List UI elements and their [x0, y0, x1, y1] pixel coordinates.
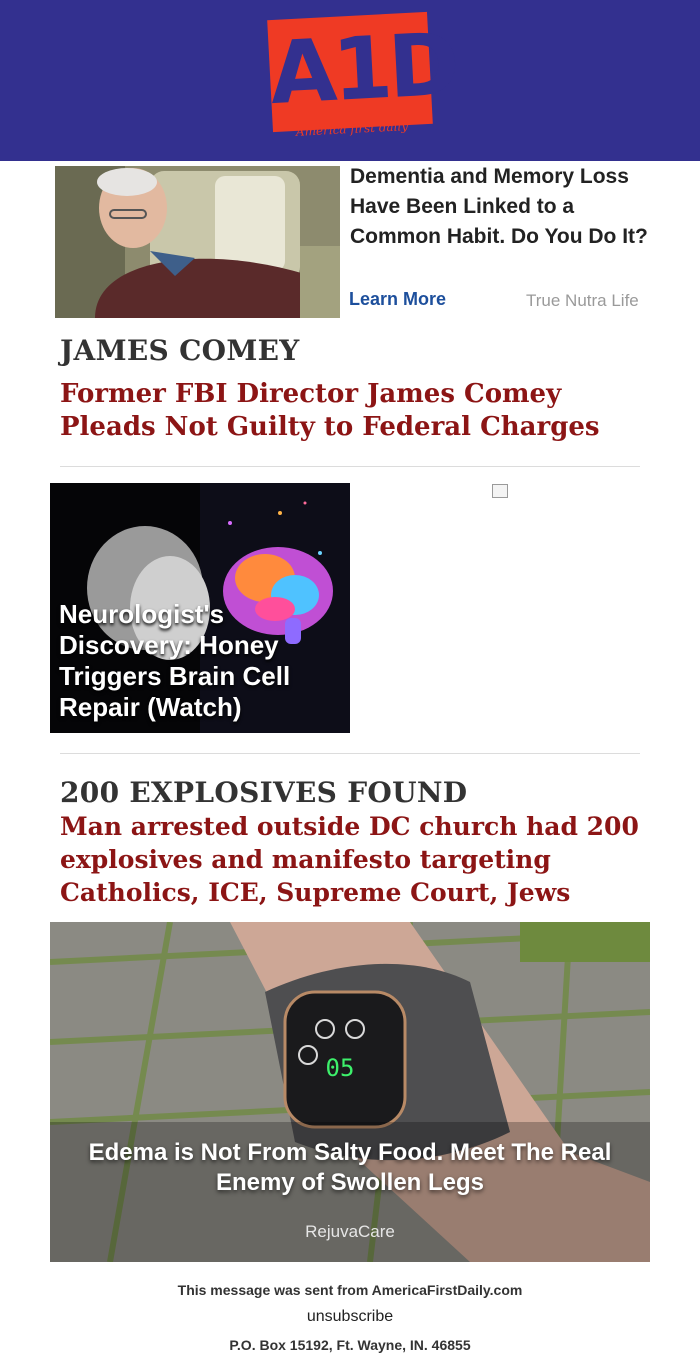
- elderly-man-sleeping-illustration: [55, 166, 340, 318]
- ad-bottom-title: Edema is Not From Salty Food. Meet The Real Enemy of Swollen Legs: [88, 1139, 612, 1196]
- ad-middle-title: Neurologist's Discovery: Honey Triggers Brain Cell Repair (Watch): [59, 599, 291, 722]
- article-headline-link[interactable]: Man arrested outside DC church had 200 explosives and manifesto targeting Catholics, ICE, Supreme Court, Jews: [60, 812, 639, 907]
- article-kicker: JAMES COMEY: [60, 334, 300, 367]
- ankle-device-illustration: [50, 922, 650, 1262]
- ad-top-title[interactable]: Dementia and Memory Loss Have Been Linked to a Common Habit. Do You Do It?: [350, 165, 648, 248]
- logo-tagline: America first daily: [295, 119, 409, 139]
- unsubscribe-link[interactable]: unsubscribe: [306, 1308, 394, 1325]
- email-header: [0, 0, 700, 161]
- ad-middle-card[interactable]: [50, 483, 350, 733]
- device-display-readout: 05: [325, 1054, 355, 1082]
- footer-sent-from: This message was sent from AmericaFirstDaily.com: [177, 1282, 523, 1298]
- logo-letters: A1D: [267, 14, 459, 125]
- article-kicker: 200 EXPLOSIVES FOUND: [60, 776, 468, 809]
- ad-bottom-card[interactable]: [50, 922, 650, 1262]
- article-headline-link[interactable]: Former FBI Director James Comey Pleads Not Guilty to Federal Charges: [60, 379, 600, 442]
- learn-more-link[interactable]: Learn More: [349, 289, 447, 309]
- divider: [60, 753, 640, 754]
- broken-image-icon: [492, 484, 508, 498]
- footer-address: P.O. Box 15192, Ft. Wayne, IN. 46855: [229, 1337, 471, 1353]
- a1d-logo[interactable]: [267, 14, 459, 144]
- ad-bottom-source: RejuvaCare: [305, 1222, 395, 1241]
- ad-top-source: True Nutra Life: [526, 291, 639, 310]
- divider: [60, 466, 640, 467]
- ad-image-elderly-man[interactable]: [55, 166, 340, 318]
